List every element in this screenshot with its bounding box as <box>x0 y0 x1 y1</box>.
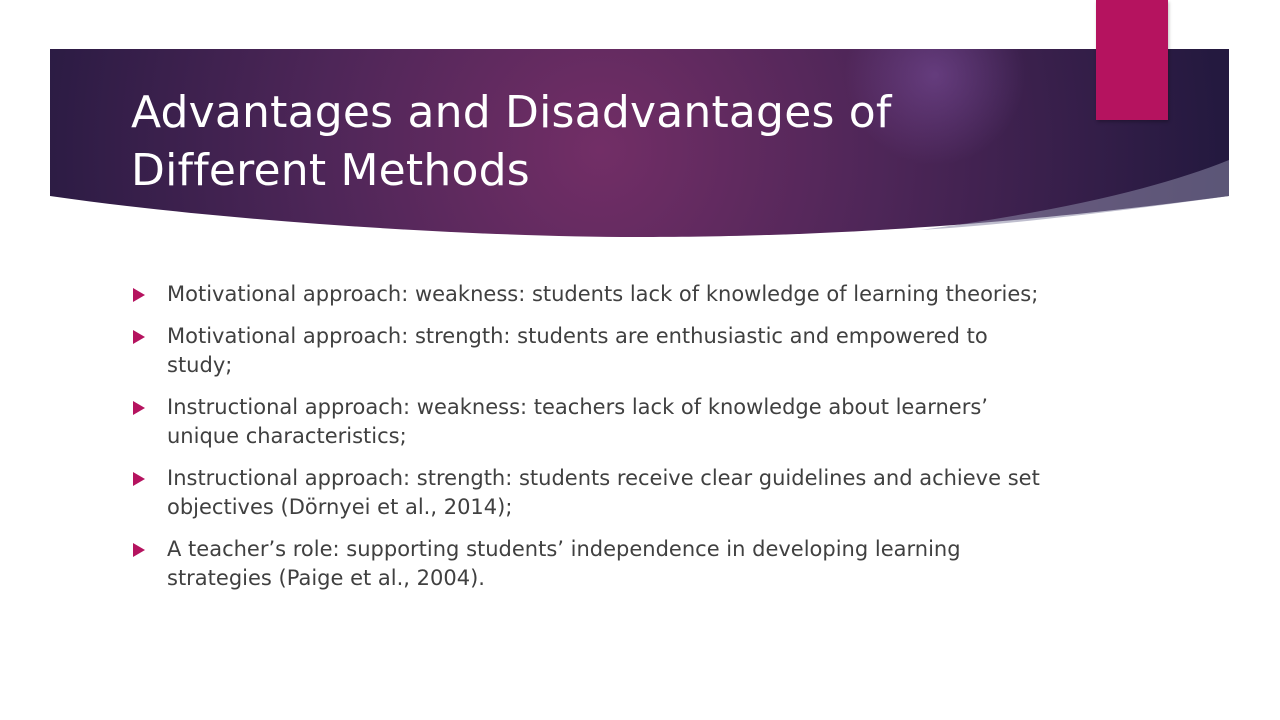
bullet-item <box>131 535 1051 593</box>
accent-tab <box>1096 0 1168 120</box>
bullet-text: Motivational approach: weakness: students lack of knowledge of learning theories; <box>167 282 1039 306</box>
bullet-list <box>131 280 1051 606</box>
bullet-text: Instructional approach: strength: students receive clear guidelines and achieve set objectives (Dörnyei et al., 2014); <box>167 466 1040 519</box>
triangle-right-icon <box>133 330 145 344</box>
bullet-item <box>131 280 1051 309</box>
triangle-right-icon <box>133 543 145 557</box>
triangle-right-icon <box>133 401 145 415</box>
slide-title <box>131 84 1031 200</box>
triangle-right-icon <box>133 288 145 302</box>
slide-title-line-1: Advantages and Disadvantages of <box>131 87 892 138</box>
triangle-right-icon <box>133 472 145 486</box>
bullet-text: A teacher’s role: supporting students’ independence in developing learning strategies (Paige et al., 2004). <box>167 537 961 590</box>
bullet-item <box>131 393 1051 451</box>
bullet-item <box>131 322 1051 380</box>
bullet-item <box>131 464 1051 522</box>
bullet-text: Motivational approach: strength: students are enthusiastic and empowered to study; <box>167 324 988 377</box>
bullet-text: Instructional approach: weakness: teachers lack of knowledge about learners’ unique characteristics; <box>167 395 988 448</box>
slide-title-line-2: Different Methods <box>131 145 530 196</box>
